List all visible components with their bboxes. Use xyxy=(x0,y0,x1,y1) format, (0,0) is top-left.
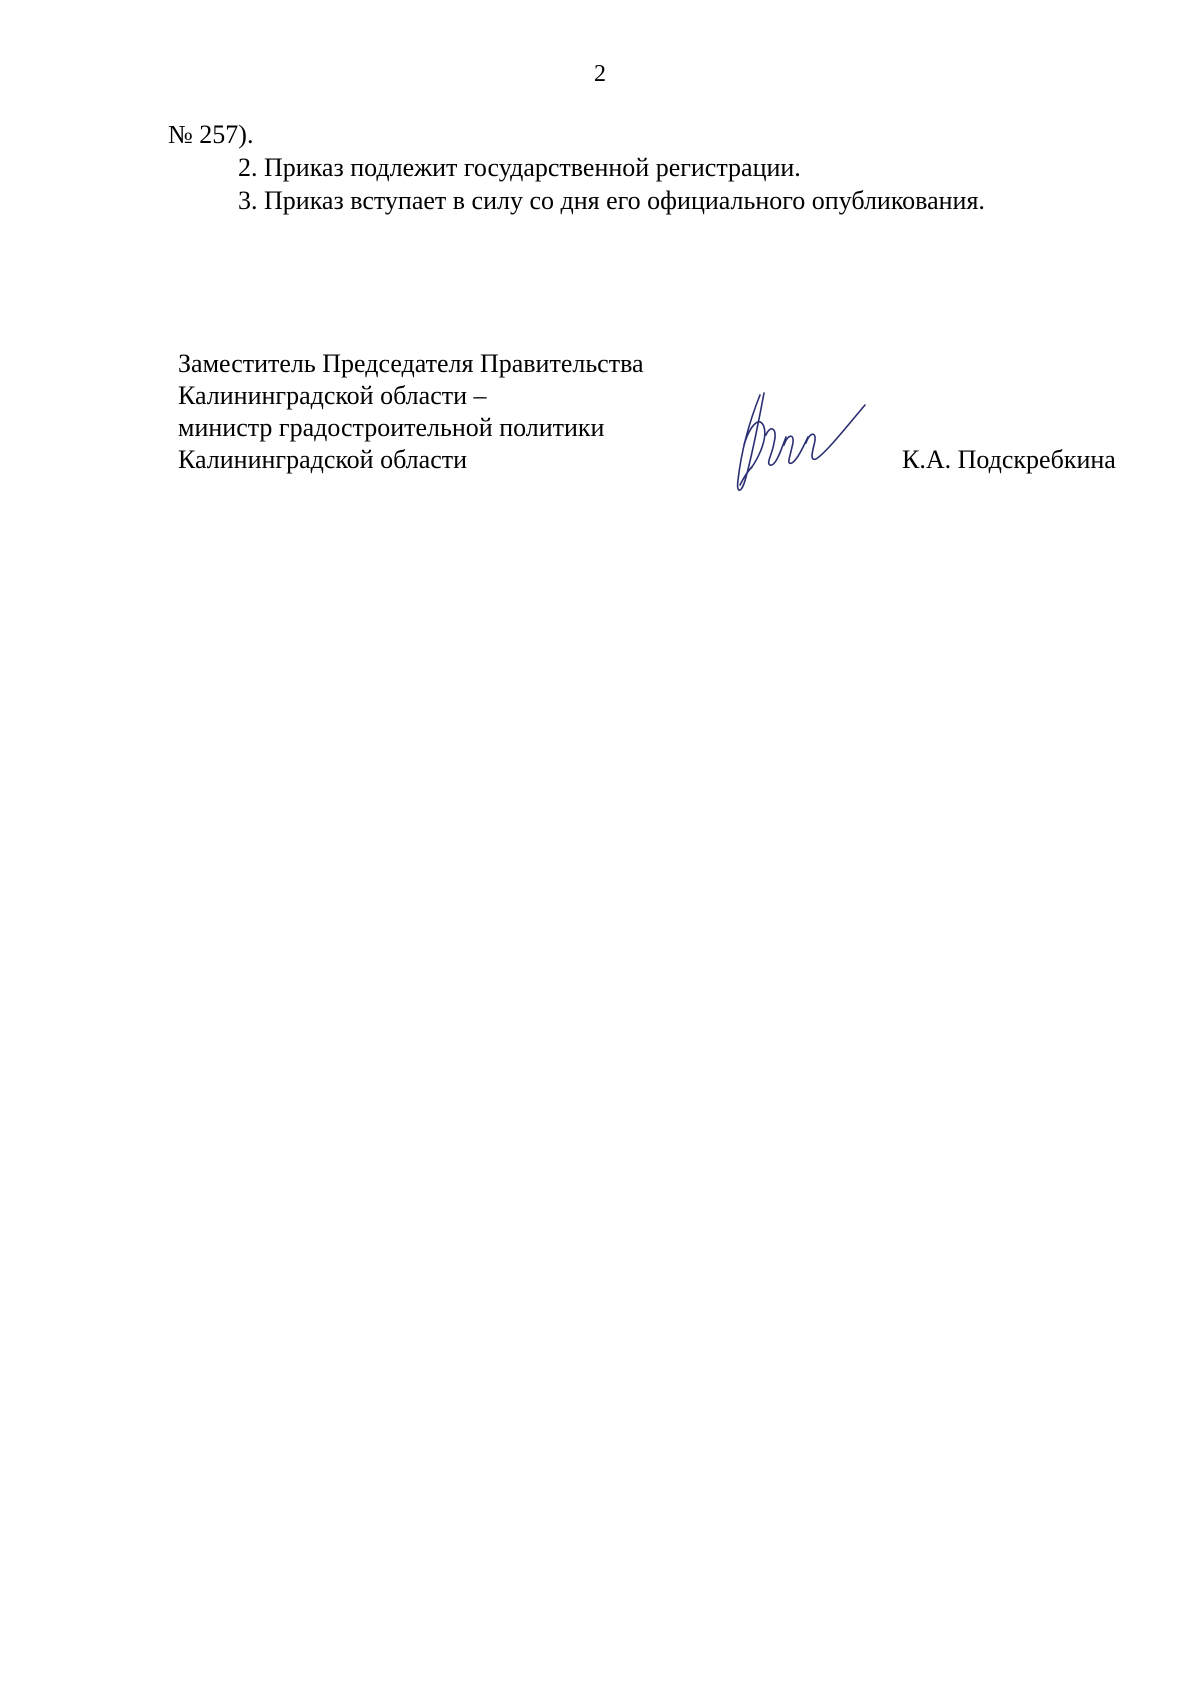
page-number: 2 xyxy=(594,61,606,87)
signer-position-line-4: Калининградской области xyxy=(178,445,468,474)
signer-position-line-3: министр градостроительной политики xyxy=(178,413,605,442)
handwritten-signature xyxy=(730,385,870,500)
order-text xyxy=(168,118,1108,217)
signer-position-line-2: Калининградской области – xyxy=(178,381,487,410)
text-line-continuation: № 257). xyxy=(168,120,254,149)
signer-position xyxy=(178,348,698,476)
text-line-item-2: 2. Приказ подлежит государственной регистрации. xyxy=(238,153,801,182)
signer-name: К.А. Подскребкина xyxy=(902,445,1116,474)
signer-position-line-1: Заместитель Председателя Правительства xyxy=(178,349,644,378)
text-line-item-3: 3. Приказ вступает в силу со дня его официального опубликования. xyxy=(238,186,985,215)
